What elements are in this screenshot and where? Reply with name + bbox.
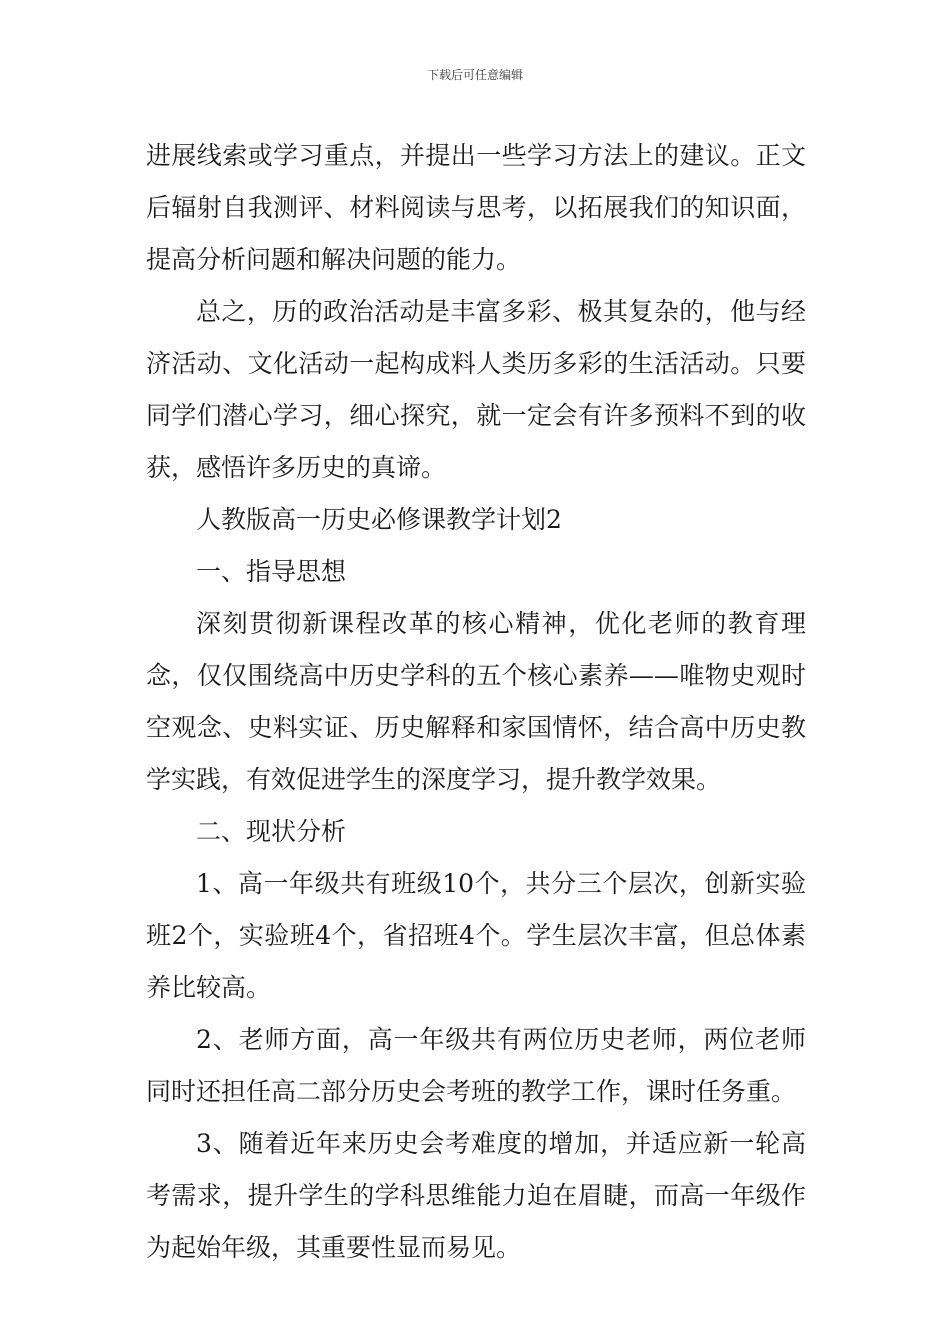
paragraph-status-2: 2、老师方面，高一年级共有两位历史老师，两位老师同时还担任高二部分历史会考班的教学工作，课时任务重。 — [146, 1025, 806, 1106]
paragraph-summary: 总之，历的政治活动是丰富多彩、极其复杂的，他与经济活动、文化活动一起构成料人类历多彩的生活活动。只要同学们潜心学习，细心探究，就一定会有许多预料不到的收获，感悟许多历史的真谛。 — [146, 297, 806, 482]
heading-guiding-ideas: 一、指导思想 — [196, 557, 347, 586]
page-header: 下载后可任意编辑 — [426, 68, 523, 82]
paragraph-guiding-ideas: 深刻贯彻新课程改革的核心精神，优化老师的教育理念，仅仅围绕高中历史学科的五个核心素养——唯物史观时空观念、史料实证、历史解释和家国情怀，结合高中历史教学实践，有效促进学生的深度学习，提升教学效果。 — [146, 609, 806, 794]
paragraph-status-3: 3、随着近年来历史会考难度的增加，并适应新一轮高考需求，提升学生的学科思维能力迫在眉睫，而高一年级作为起始年级，其重要性显而易见。 — [146, 1129, 806, 1262]
section-title: 人教版高一历史必修课教学计划2 — [196, 505, 562, 534]
paragraph-status-1: 1、高一年级共有班级10个，共分三个层次，创新实验班2个，实验班4个，省招班4个。学生层次丰富，但总体素养比较高。 — [146, 869, 806, 1002]
paragraph-intro-continued: 进展线索或学习重点，并提出一些学习方法上的建议。正文后辐射自我测评、材料阅读与思考，以拓展我们的知识面，提高分析问题和解决问题的能力。 — [146, 141, 806, 274]
heading-status-analysis: 二、现状分析 — [196, 817, 347, 846]
document-body — [146, 130, 806, 1274]
